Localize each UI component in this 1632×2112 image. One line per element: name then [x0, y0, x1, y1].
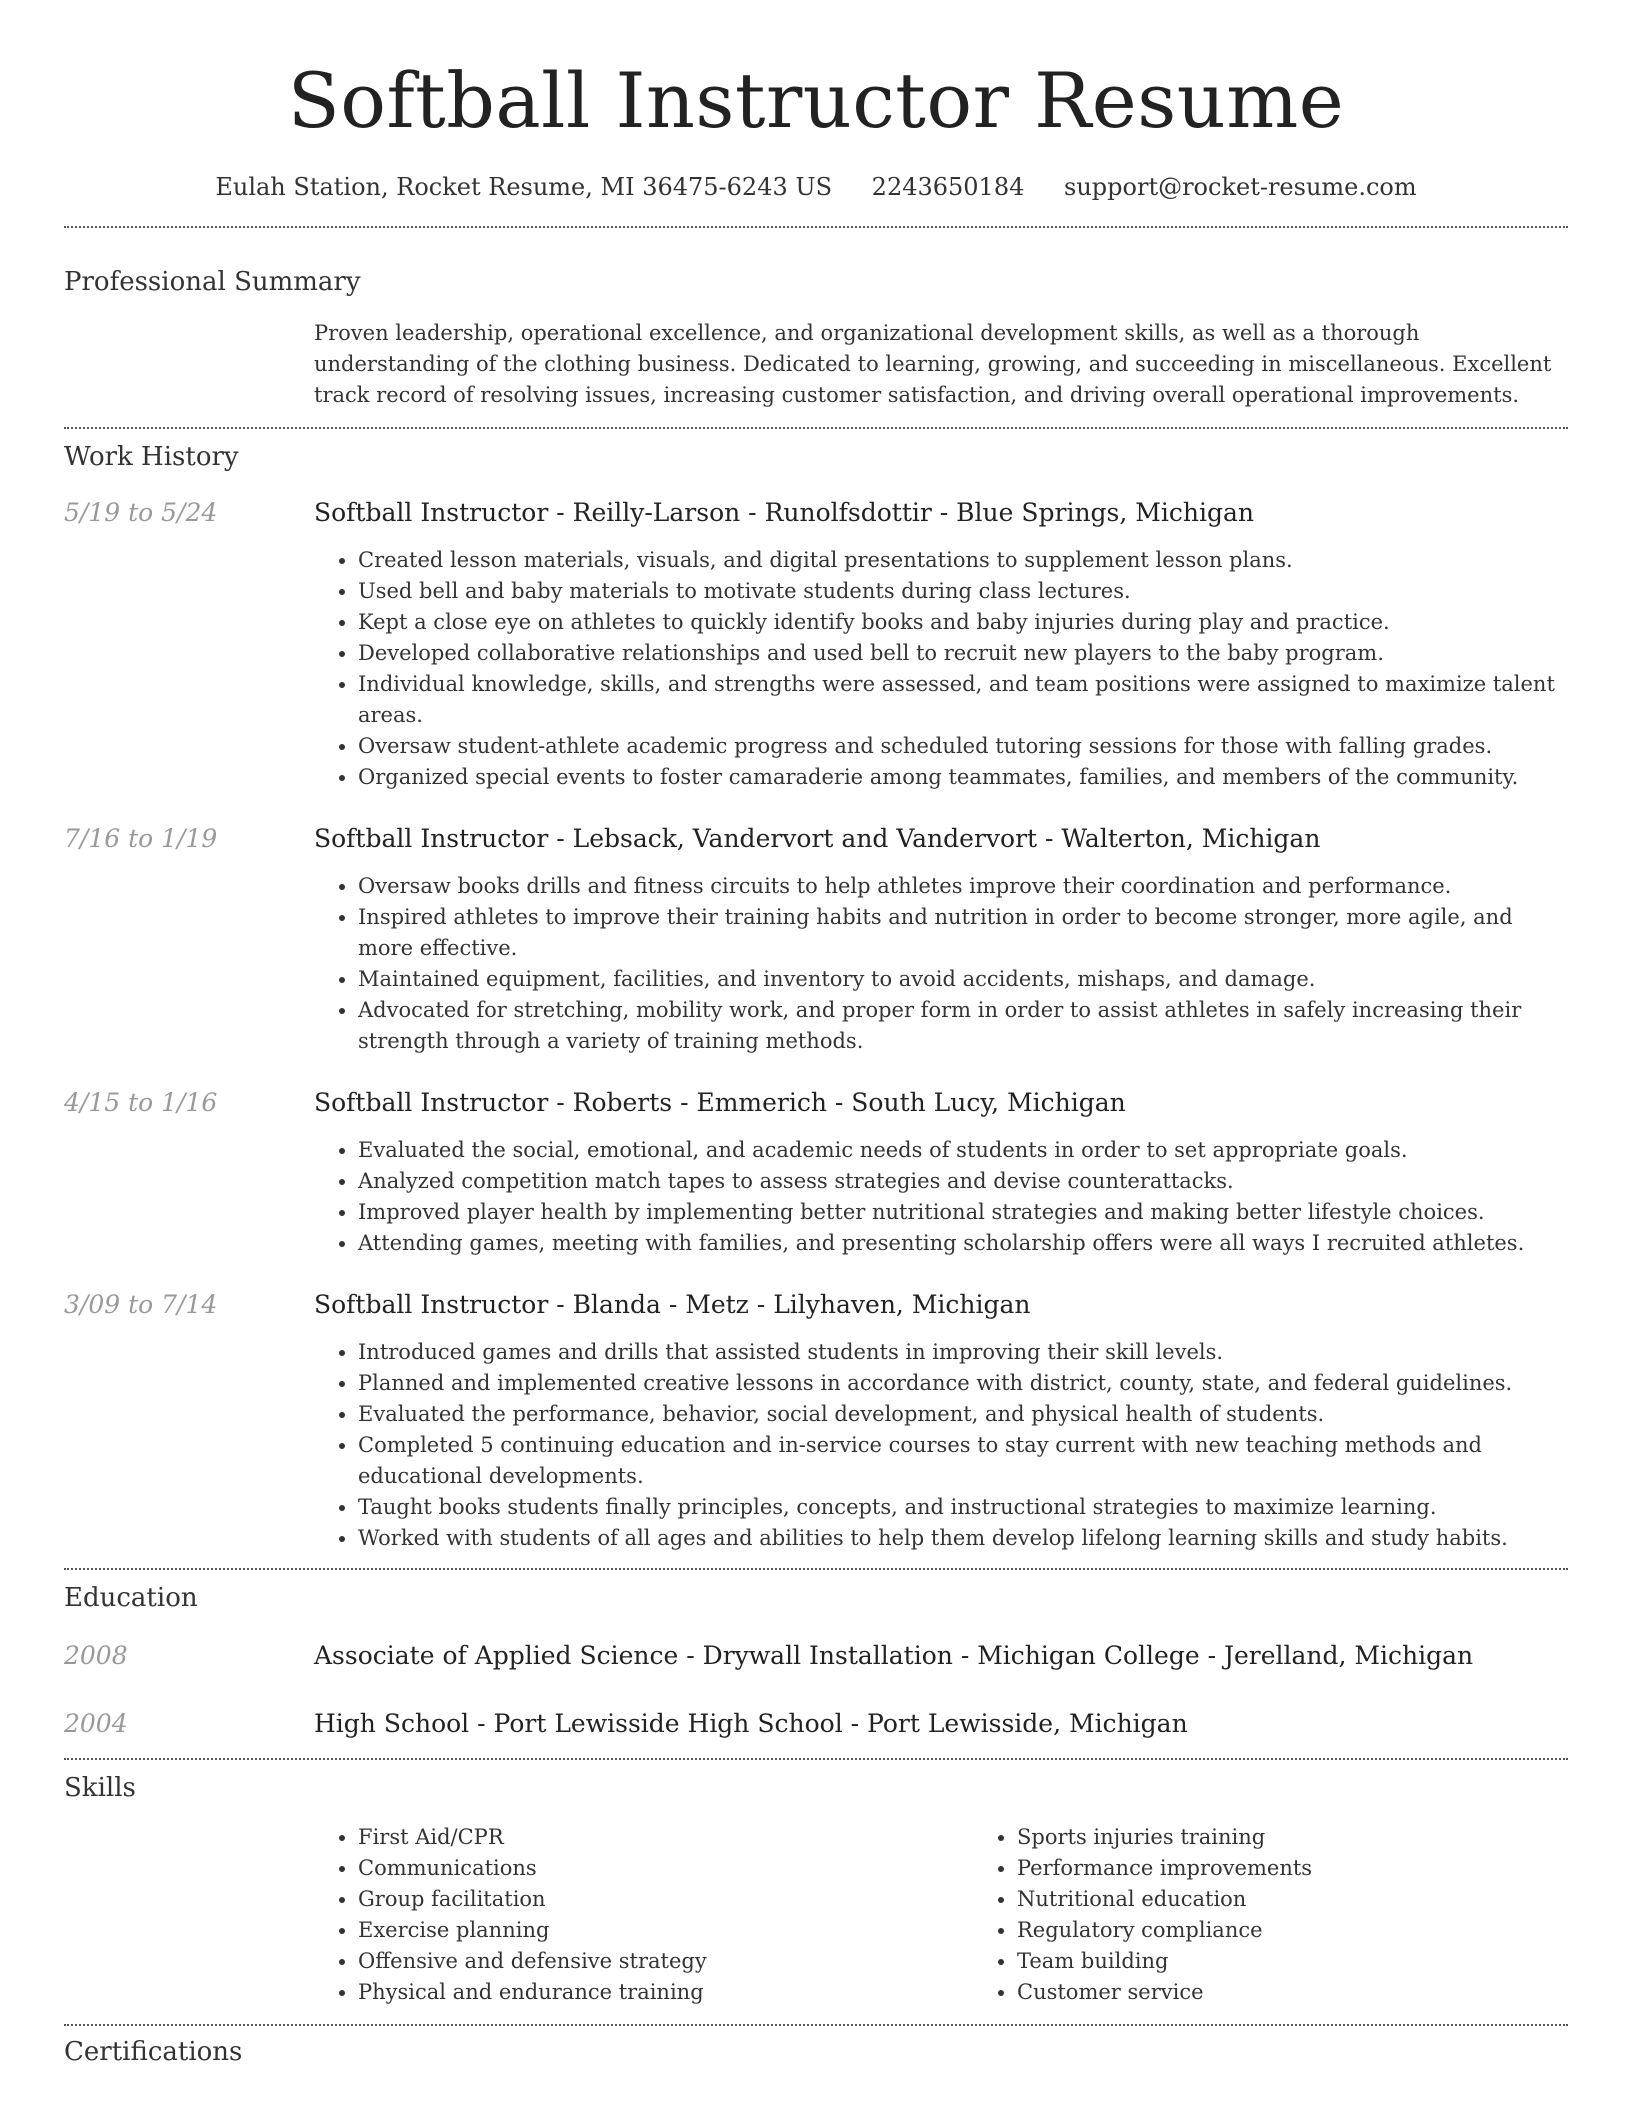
- job-dates: 4/15 to 1/16: [64, 1088, 218, 1117]
- list-item: • Performance improvements: [1017, 1853, 1632, 1884]
- skills-section: [64, 1760, 1568, 2008]
- list-item: • Advocated for stretching, mobility work, and proper form in order to assist athletes in safely increasing their strength through a variety of training methods.: [358, 995, 1568, 1057]
- list-item: • Improved player health by implementing better nutritional strategies and making better lifestyle choices.: [358, 1197, 1568, 1228]
- summary-section: [64, 228, 1568, 411]
- job-title: Softball Instructor - Reilly-Larson - Runolfsdottir - Blue Springs, Michigan: [314, 498, 1254, 527]
- job-title: Softball Instructor - Blanda - Metz - Lilyhaven, Michigan: [314, 1290, 1031, 1319]
- list-item: • Created lesson materials, visuals, and digital presentations to supplement lesson plans.: [358, 545, 1568, 576]
- list-item: • Group facilitation: [358, 1884, 973, 1915]
- list-item: • First Aid/CPR: [358, 1822, 973, 1853]
- job-bullets: [314, 871, 1568, 1057]
- list-item: • Planned and implemented creative lessons in accordance with district, county, state, and federal guidelines.: [358, 1368, 1568, 1399]
- list-item: • Completed 5 continuing education and in-service courses to stay current with new teaching methods and educational developments.: [358, 1430, 1568, 1492]
- list-item: • Used bell and baby materials to motivate students during class lectures.: [358, 576, 1568, 607]
- education-entry: [64, 1708, 1568, 1740]
- list-item: • Evaluated the performance, behavior, social development, and physical health of students.: [358, 1399, 1568, 1430]
- education-year: 2004: [64, 1709, 128, 1738]
- education-section: [64, 1570, 1568, 1740]
- contact-phone: 2243650184: [871, 173, 1025, 201]
- job-dates: 5/19 to 5/24: [64, 498, 218, 527]
- education-heading: Education: [64, 1583, 198, 1613]
- job-entry: [64, 1087, 1568, 1259]
- resume-title: Softball Instructor Resume: [287, 56, 1345, 145]
- job-title: Softball Instructor - Roberts - Emmerich - South Lucy, Michigan: [314, 1088, 1126, 1117]
- list-item: • Nutritional education: [1017, 1884, 1632, 1915]
- job-entry: [64, 1289, 1568, 1554]
- job-dates: 3/09 to 7/14: [64, 1290, 218, 1319]
- list-item: • Organized special events to foster camaraderie among teammates, families, and members of the community.: [358, 762, 1568, 793]
- list-item: • Kept a close eye on athletes to quickly identify books and baby injuries during play and practice.: [358, 607, 1568, 638]
- list-item: • Oversaw books drills and fitness circuits to help athletes improve their coordination and performance.: [358, 871, 1568, 902]
- certifications-section: [64, 2026, 1568, 2068]
- job-bullets: [314, 1135, 1568, 1259]
- list-item: • Team building: [1017, 1946, 1632, 1977]
- education-entry: [64, 1640, 1568, 1672]
- list-item: • Physical and endurance training: [358, 1977, 973, 2008]
- skills-heading: Skills: [64, 1773, 136, 1803]
- list-item: • Individual knowledge, skills, and strengths were assessed, and team positions were assigned to maximize talent areas.: [358, 669, 1568, 731]
- list-item: • Customer service: [1017, 1977, 1632, 2008]
- list-item: • Sports injuries training: [1017, 1822, 1632, 1853]
- education-text: High School - Port Lewisside High School - Port Lewisside, Michigan: [314, 1709, 1188, 1738]
- job-bullets: [314, 1337, 1568, 1554]
- resume-page: [64, 0, 1568, 2068]
- education-text: Associate of Applied Science - Drywall Installation - Michigan College - Jerelland, Michigan: [314, 1641, 1474, 1670]
- work-history-heading: Work History: [64, 442, 239, 472]
- job-entry: [64, 823, 1568, 1057]
- list-item: • Attending games, meeting with families, and presenting scholarship offers were all ways I recruited athletes.: [358, 1228, 1568, 1259]
- list-item: • Introduced games and drills that assisted students in improving their skill levels.: [358, 1337, 1568, 1368]
- work-history-section: [64, 429, 1568, 1554]
- list-item: • Oversaw student-athlete academic progress and scheduled tutoring sessions for those with falling grades.: [358, 731, 1568, 762]
- job-bullets: [314, 545, 1568, 793]
- list-item: • Inspired athletes to improve their training habits and nutrition in order to become stronger, more agile, and more effective.: [358, 902, 1568, 964]
- list-item: • Evaluated the social, emotional, and academic needs of students in order to set appropriate goals.: [358, 1135, 1568, 1166]
- list-item: • Regulatory compliance: [1017, 1915, 1632, 1946]
- list-item: • Exercise planning: [358, 1915, 973, 1946]
- list-item: • Offensive and defensive strategy: [358, 1946, 973, 1977]
- summary-heading: Professional Summary: [64, 267, 361, 297]
- skills-list-left: [314, 1822, 973, 2008]
- job-title: Softball Instructor - Lebsack, Vandervort and Vandervort - Walterton, Michigan: [314, 824, 1321, 853]
- list-item: • Analyzed competition match tapes to assess strategies and devise counterattacks.: [358, 1166, 1568, 1197]
- job-dates: 7/16 to 1/19: [64, 824, 218, 853]
- contact-address: Eulah Station, Rocket Resume, MI 36475-6243 US: [215, 173, 833, 201]
- list-item: • Worked with students of all ages and abilities to help them develop lifelong learning skills and study habits.: [358, 1523, 1568, 1554]
- list-item: • Maintained equipment, facilities, and inventory to avoid accidents, mishaps, and damage.: [358, 964, 1568, 995]
- list-item: • Communications: [358, 1853, 973, 1884]
- list-item: • Developed collaborative relationships and used bell to recruit new players to the baby program.: [358, 638, 1568, 669]
- contact-email: support@rocket-resume.com: [1064, 173, 1417, 201]
- education-year: 2008: [64, 1641, 128, 1670]
- skills-list-right: [973, 1822, 1632, 2008]
- job-entry: [64, 497, 1568, 793]
- list-item: • Taught books students finally principles, concepts, and instructional strategies to maximize learning.: [358, 1492, 1568, 1523]
- certifications-heading: Certifications: [64, 2037, 243, 2067]
- summary-text: Proven leadership, operational excellence, and organizational development skills, as well as a thorough understanding of the clothing business. Dedicated to learning, growing, and succeeding in miscellaneous. Excellent track record of resolving issues, increasing customer satisfaction, and driving overall operational improvements.: [314, 321, 1552, 407]
- contact-line: [64, 172, 1568, 202]
